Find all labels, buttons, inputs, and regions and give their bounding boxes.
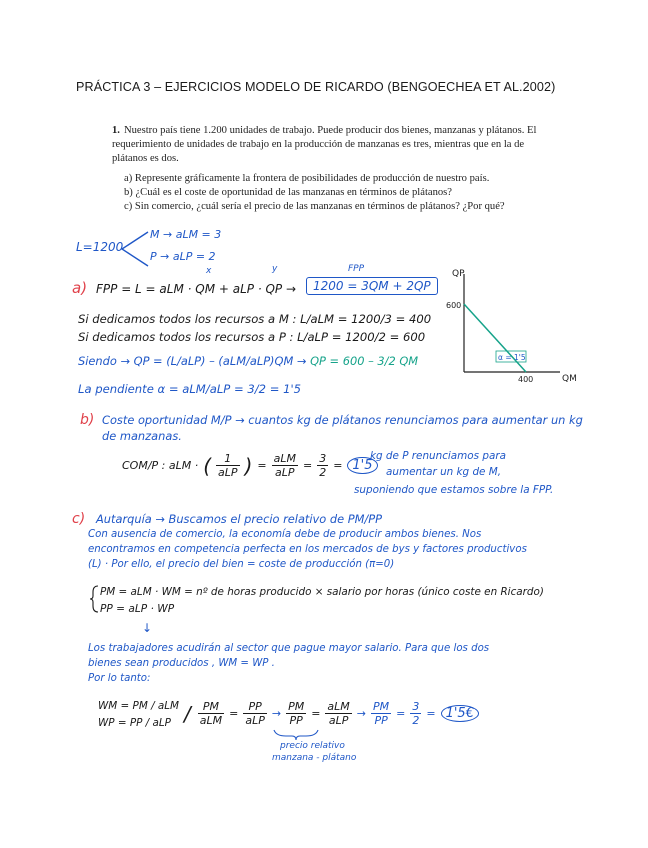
frac-pp-alp: $\frac{PP}{\text{aLP}}$ [245, 700, 265, 727]
frac-alm-over-alp: $\frac{\text{aLM}}{\text{aLP}}$ [273, 452, 296, 479]
siendo-line [78, 354, 418, 368]
b-note-1: kg de P renunciamos para [370, 450, 506, 462]
b-label: b) [80, 412, 95, 428]
final-relative-price: 1'5€ [441, 705, 479, 722]
workers-text-2: bienes sean producidos , WM = WP . [88, 658, 275, 669]
c-text-3: (L) · Por ello, el precio del bien = coste de producción (π=0) [88, 559, 395, 570]
b-note-2: aumentar un kg de M, [386, 466, 502, 478]
opportunity-cost-result: 1'5 [347, 457, 377, 474]
c-text-1: Con ausencia de comercio, la economía debe de producir ambos bienes. Nos [88, 529, 482, 540]
opportunity-cost-formula: COM/P : aLM · ( $\frac{1}{\text{aLP}}$ ) = $\frac{\text{aLM}}{\text{aLP}}$ = $\frac{3}{2}$ = 1'5 [122, 452, 378, 479]
frac-pm-pp: $\frac{PM}{PP}$ [288, 700, 305, 727]
over-y: y [272, 264, 278, 274]
workers-text-3: Por lo tanto: [88, 673, 151, 684]
branch-p: P → aLP = 2 [150, 250, 216, 263]
resources-m-line: Si dedicamos todos los recursos a M : L/aLM = 1200/3 = 400 [78, 312, 432, 326]
y-axis-label: QP [452, 269, 465, 279]
y-intercept-label: 600 [446, 301, 462, 310]
b-text-1: Coste oportunidad M/P → cuantos kg de plátanos renunciamos para aumentar un kg [102, 413, 583, 427]
alpha-label: α = 1'5 [498, 353, 526, 362]
a-label: a) [72, 279, 88, 297]
fpp-equation: FPP = L = aLM · QM + aLP · QP → [96, 282, 297, 296]
b-note-3: suponiendo que estamos sobre la FPP. [354, 484, 554, 496]
frac-3-over-2: $\frac{3}{2}$ [319, 452, 327, 479]
page-title: PRÁCTICA 3 – EJERCICIOS MODELO DE RICARDO (BENGOECHEA ET AL.2002) [76, 80, 556, 94]
question-a: a) Represente gráficamente la frontera de posibilidades de producción de nuestro país. [124, 173, 490, 184]
siendo-result: QP = 600 – 3/2 QM [310, 354, 419, 368]
wp-line: WP = PP / aLP [98, 717, 171, 729]
pm-line: PM = aLM · WM = nº de horas producido × salario por horas (único coste en Ricardo) [100, 586, 544, 598]
price-brace [90, 584, 100, 614]
frac-alm-alp: $\frac{\text{aLM}}{\text{aLP}}$ [327, 700, 350, 727]
relative-price-derivation: / $\frac{PM}{\text{aLM}}$ = $\frac{PP}{\text{aLP}}$ → $\frac{PM}{PP}$ = $\frac{\text{aLM}}{\text{aLP}}$ → $\frac{PM}{PP}$ = $\frac{3}{2}$ = 1'5€ [184, 700, 479, 727]
fpp-tag: FPP [348, 264, 365, 274]
pp-line: PP = aLP · WP [100, 603, 175, 615]
c-label: c) [72, 511, 86, 527]
frac-3-2-result: $\frac{3}{2}$ [412, 700, 420, 727]
exercise-statement [112, 124, 554, 166]
labor-note: L=1200 [76, 240, 124, 254]
question-b: b) ¿Cuál es el coste de oportunidad de las manzanas en términos de plátanos? [124, 187, 453, 198]
over-x: x [206, 266, 212, 276]
resources-p-line: Si dedicamos todos los recursos a P : L/aLP = 1200/2 = 600 [78, 330, 426, 344]
siendo-lead: Siendo → QP = (L/aLP) – (aLM/aLP)QM → [78, 354, 307, 368]
x-intercept-label: 400 [518, 375, 534, 384]
branch-bracket [118, 228, 152, 270]
relative-price-note-1: precio relativo [280, 741, 345, 751]
exercise-text: Nuestro país tiene 1.200 unidades de trabajo. Puede producir dos bienes, manzanas y plátanos. El requerimiento de unidades de trabajo en la producción de manzanas es tres, mientras que en la de plátanos es dos. [112, 125, 537, 164]
com-lead: COM/P : aLM · [122, 459, 199, 472]
fpp-result-box: 1200 = 3QM + 2QP [306, 277, 438, 295]
c-text-2: encontramos en competencia perfecta en los mercados de bys y factores productivos [88, 544, 527, 555]
branch-m: M → aLM = 3 [150, 228, 222, 241]
down-arrow: ↓ [142, 621, 153, 635]
ppf-graph [440, 268, 590, 390]
wm-line: WM = PM / aLM [98, 700, 180, 712]
x-axis-label: QM [562, 374, 577, 384]
frac-pm-alm: $\frac{PM}{\text{aLM}}$ [199, 700, 223, 727]
b-text-2: de manzanas. [102, 429, 182, 443]
workers-text-1: Los trabajadores acudirán al sector que pague mayor salario. Para que los dos [88, 643, 490, 654]
question-c: c) Sin comercio, ¿cuál sería el precio de las manzanas en términos de plátanos? ¿Por qué? [124, 201, 505, 212]
c-heading: Autarquía → Buscamos el precio relativo de PM/PP [96, 512, 383, 526]
slope-line: La pendiente α = aLM/aLP = 3/2 = 1'5 [78, 382, 302, 396]
relative-price-note-2: manzana - plátano [272, 753, 357, 763]
frac-pm-pp-result: $\frac{PM}{PP}$ [373, 700, 390, 727]
exercise-number: 1. [112, 125, 120, 136]
frac-1-over-alp: $\frac{1}{\text{aLP}}$ [218, 452, 238, 479]
underbrace [272, 728, 320, 742]
